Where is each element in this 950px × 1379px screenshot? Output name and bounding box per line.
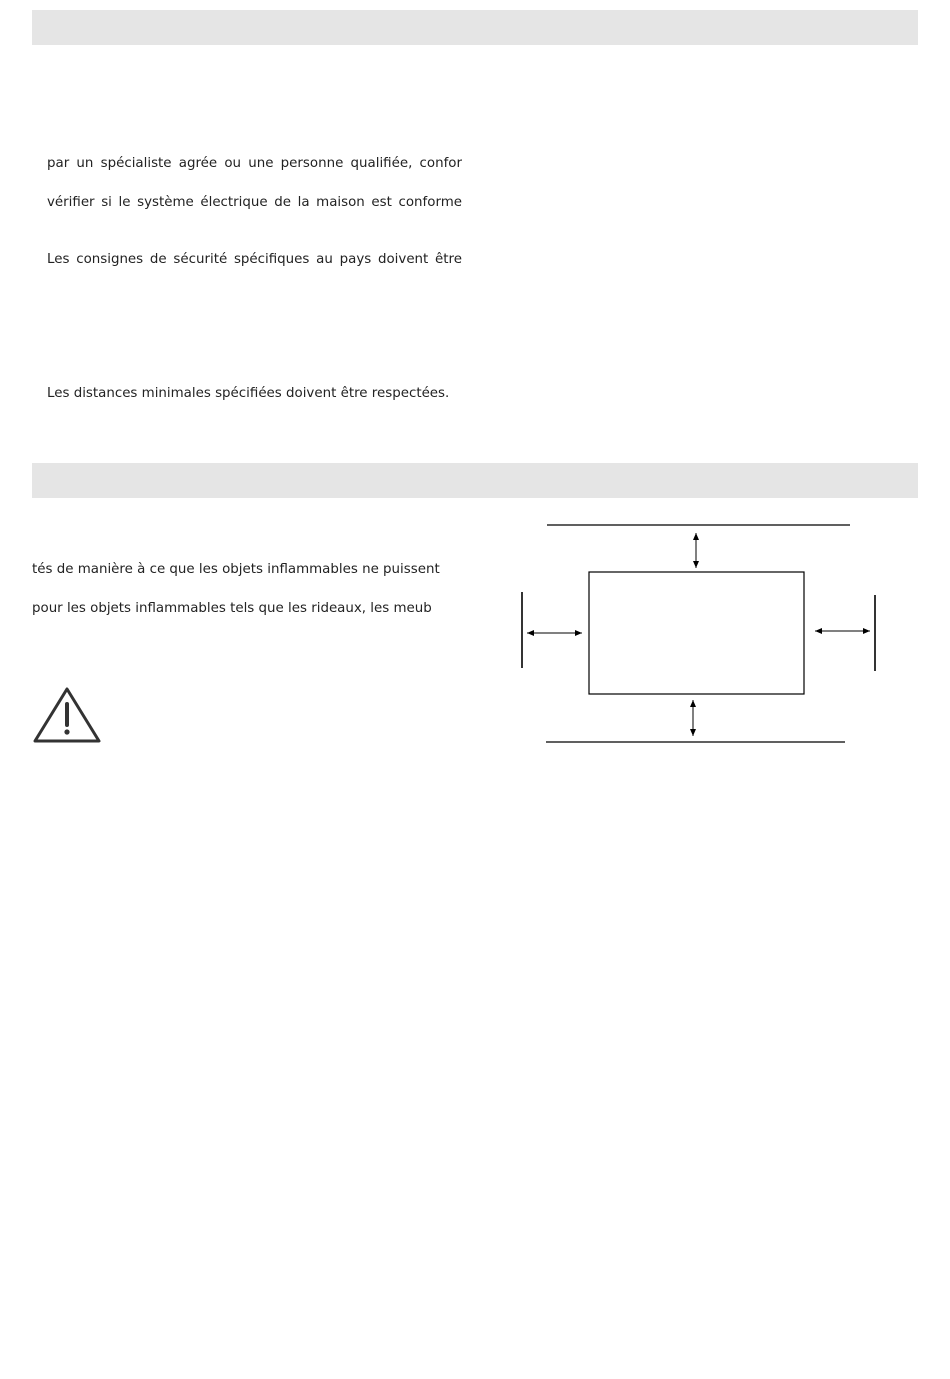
text-line: Les distances minimales spécifiées doivent être respectées.	[47, 386, 450, 401]
text-line: Les consignes de sécurité spécifiques au pays doivent être	[47, 252, 462, 267]
text-line: pour les objets inflammables tels que les rideaux, les meub	[32, 601, 432, 616]
text-line: tés de manière à ce que les objets inflammables ne puissent	[32, 562, 440, 577]
text-line: par un spécialiste agrée ou une personne qualifiée, confor	[47, 156, 462, 171]
appliance-rectangle	[589, 572, 804, 694]
text-line: vérifier si le système électrique de la maison est conforme	[47, 195, 462, 210]
